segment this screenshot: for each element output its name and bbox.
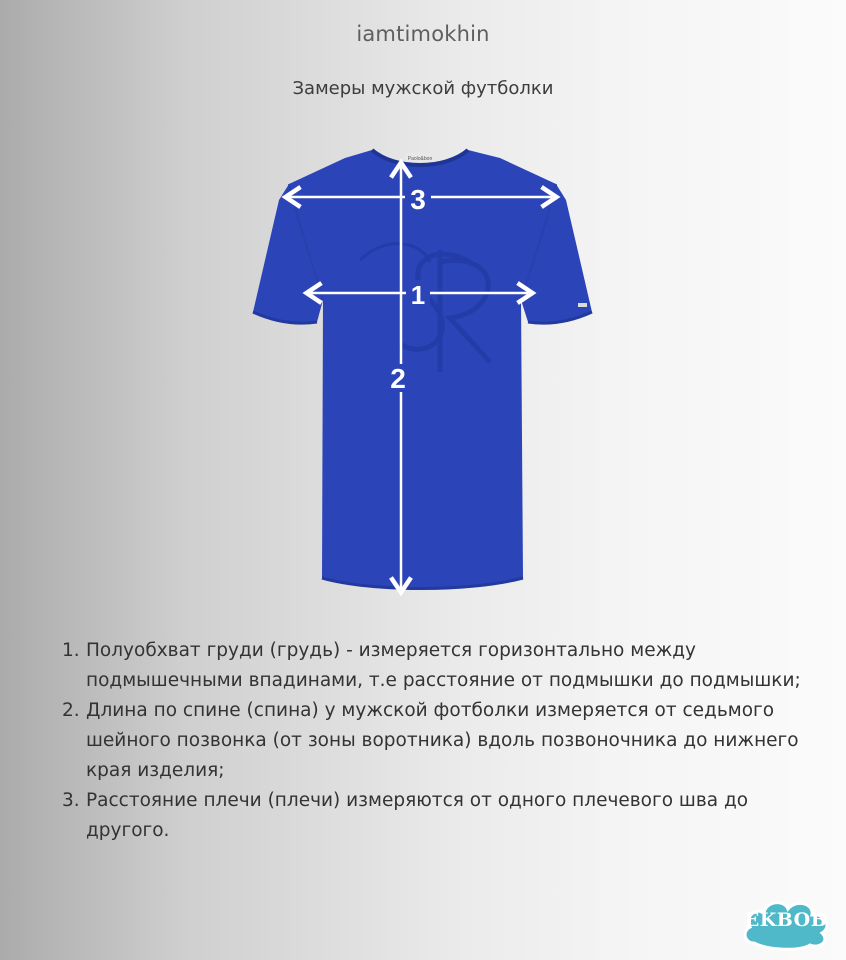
watermark-badge: [740, 893, 832, 951]
measurement-text: Длина по спине (спина) у мужской фотболки измеряется от седьмого шейного позвонка (от зоны воротника) вдоль позвоночника до нижнего края изделия;: [86, 700, 799, 781]
sleeve-label: [578, 303, 587, 307]
measurement-number: 2.: [62, 700, 80, 721]
marker-1: 1: [410, 280, 426, 310]
username: iamtimokhin: [356, 22, 490, 46]
measurement-number: 1.: [62, 640, 80, 661]
measurement-item-shoulders: [62, 786, 802, 846]
measurement-item-chest: [62, 636, 802, 696]
tshirt-shape: [253, 150, 592, 589]
neck-tag-label: Paolo&bon: [407, 156, 433, 162]
measurement-text: Расстояние плечи (плечи) измеряются от одного плечевого шва до другого.: [86, 790, 749, 841]
marker-2: 2: [390, 363, 406, 394]
page-title: Замеры мужской футболки: [292, 78, 554, 99]
marker-3: 3: [410, 184, 426, 215]
measurement-number: 3.: [62, 790, 80, 811]
measurement-text: Полуобхват груди (грудь) - измеряется горизонтально между подмышечными впадинами, т.е расстояние от подмышки до подмышки;: [86, 640, 801, 691]
measurement-list: [62, 636, 802, 846]
watermark-text: EKBOB: [744, 909, 828, 931]
measurement-item-length: [62, 696, 802, 786]
